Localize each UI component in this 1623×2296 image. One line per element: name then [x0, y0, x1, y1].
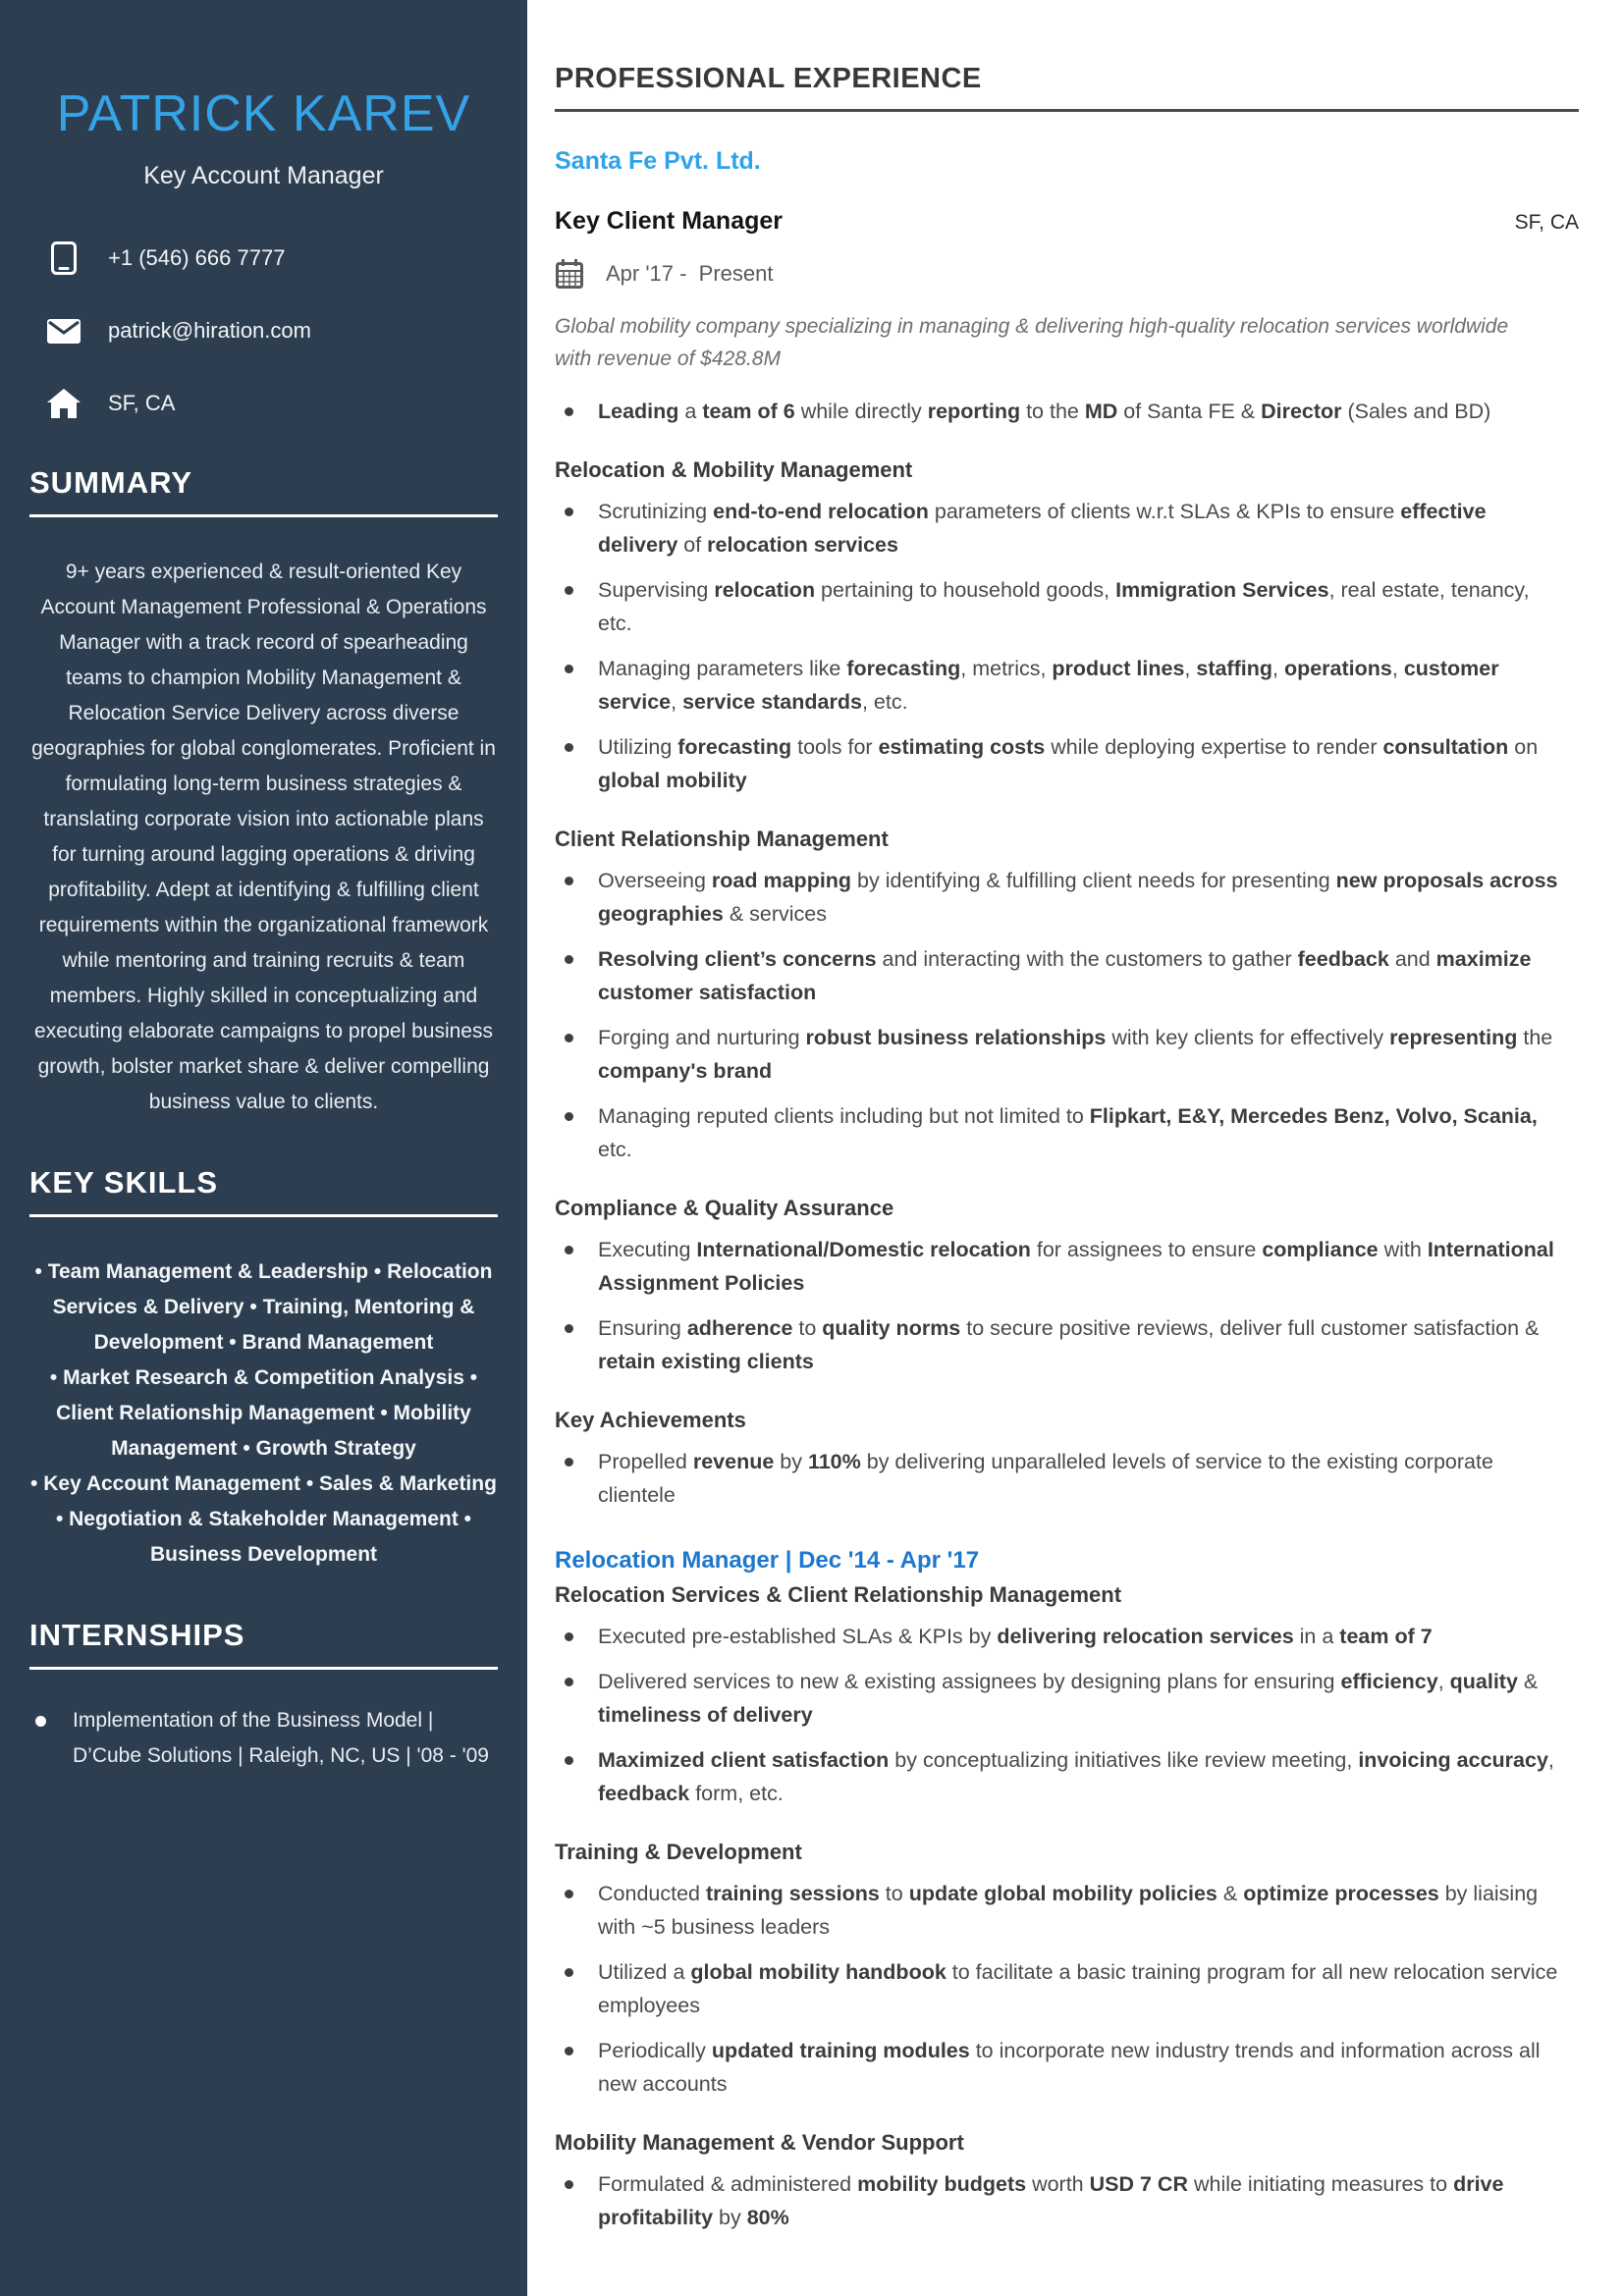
group-heading: Training & Development	[555, 1840, 802, 1864]
experience-bullet: Propelled revenue by 110% by delivering unparalleled levels of service to the existing corporate clientele	[555, 1445, 1566, 1512]
group-compliance-quality	[555, 1196, 1579, 1378]
phone-number: +1 (546) 666 7777	[108, 245, 286, 271]
experience-bullet: Forging and nurturing robust business relationships with key clients for effectively representing the company's brand	[555, 1021, 1566, 1088]
experience-bullet: Utilizing forecasting tools for estimating costs while deploying expertise to render consultation on global mobility	[555, 730, 1566, 797]
skills-group: • Team Management & Leadership • Relocation Services & Delivery • Training, Mentoring & Development • Brand Management	[34, 1260, 493, 1355]
experience-bullet: Executing International/Domestic relocation for assignees to ensure compliance with International Assignment Policies	[555, 1233, 1566, 1300]
calendar-icon	[555, 259, 584, 289]
internships-list	[29, 1703, 498, 1774]
summary-divider	[29, 514, 498, 517]
email-address: patrick@hiration.com	[108, 318, 311, 344]
group-key-achievements	[555, 1408, 1579, 1512]
experience-bullet: Utilized a global mobility handbook to facilitate a basic training program for all new relocation service employees	[555, 1955, 1566, 2022]
group-heading: Relocation Services & Client Relationship Management	[555, 1582, 1122, 1607]
company-name: Santa Fe Pvt. Ltd.	[555, 147, 761, 175]
experience-bullet: Delivered services to new & existing assignees by designing plans for ensuring efficiency, quality & timeliness of delivery	[555, 1665, 1566, 1732]
lead-bullet-list	[555, 395, 1579, 428]
internships-section	[29, 1618, 498, 1774]
email-icon	[47, 314, 81, 347]
key-skills-list	[29, 1255, 498, 1573]
group-bullet-list	[555, 1877, 1579, 2101]
group-relocation-mobility	[555, 457, 1579, 797]
experience-bullet: Formulated & administered mobility budgets worth USD 7 CR while initiating measures to drive profitability by 80%	[555, 2167, 1566, 2234]
internship-item: Implementation of the Business Model | D’Cube Solutions | Raleigh, NC, US | '08 - '09	[29, 1703, 498, 1774]
key-skills-section	[29, 1165, 498, 1573]
experience-bullet: Periodically updated training modules to incorporate new industry trends and information across all new accounts	[555, 2034, 1566, 2101]
contact-block	[29, 241, 498, 420]
summary-heading: SUMMARY	[29, 465, 193, 501]
skills-group: • Key Account Management • Sales & Marketing • Negotiation & Stakeholder Management • Business Development	[30, 1472, 497, 1567]
group-bullet-list	[555, 864, 1579, 1166]
experience-bullet: Maximized client satisfaction by conceptualizing initiatives like review meeting, invoicing accuracy, feedback form, etc.	[555, 1743, 1566, 1810]
employment-dates: Apr '17 - Present	[606, 261, 774, 286]
sidebar	[0, 0, 527, 2296]
group-heading: Client Relationship Management	[555, 827, 889, 851]
group-client-relationship	[555, 827, 1579, 1166]
group-heading: Relocation & Mobility Management	[555, 457, 913, 482]
summary-section	[29, 465, 498, 1120]
company-description: Global mobility company specializing in managing & delivering high-quality relocation services worldwide with revenue of $428.8M	[555, 315, 1509, 370]
experience-bullet: Scrutinizing end-to-end relocation parameters of clients w.r.t SLAs & KPIs to ensure effective delivery of relocation services	[555, 495, 1566, 561]
contact-email	[47, 314, 498, 347]
location-text: SF, CA	[108, 391, 176, 416]
summary-text: 9+ years experienced & result-oriented Key Account Management Professional & Operations Manager with a track record of spearheading teams to champion Mobility Management & Relocation Service Delivery across diverse geographies for global conglomerates. Proficient in formulating long-term business strategies & translating corporate vision into actionable plans for turning around lagging operations & driving profitability. Adept at identifying & fulfilling client requirements within the organizational framework while mentoring and training recruits & team members. Highly skilled in conceptualizing and executing elaborate campaigns to propel business growth, bolster market share & deliver compelling business value to clients.	[31, 561, 496, 1114]
experience-bullet: Managing parameters like forecasting, metrics, product lines, staffing, operations, customer service, service standards, etc.	[555, 652, 1566, 719]
group-training-development	[555, 1840, 1579, 2101]
group-bullet-list	[555, 1233, 1579, 1378]
group-bullet-list	[555, 495, 1579, 797]
person-name: PATRICK KAREV	[56, 85, 471, 142]
role-location: SF, CA	[1514, 211, 1579, 234]
group-mobility-vendor	[555, 2130, 1579, 2234]
group-bullet-list	[555, 2167, 1579, 2234]
home-icon	[47, 387, 81, 420]
key-skills-divider	[29, 1214, 498, 1217]
main-column	[527, 0, 1623, 2296]
experience-bullet: Executed pre-established SLAs & KPIs by delivering relocation services in a team of 7	[555, 1620, 1566, 1653]
key-skills-heading: KEY SKILLS	[29, 1165, 219, 1201]
role-title: Key Client Manager	[555, 207, 784, 235]
group-bullet-list	[555, 1445, 1579, 1512]
experience-bullet: Managing reputed clients including but not limited to Flipkart, E&Y, Mercedes Benz, Volvo, Scania, etc.	[555, 1099, 1566, 1166]
contact-phone	[47, 241, 498, 275]
experience-bullet: Conducted training sessions to update global mobility policies & optimize processes by liaising with ~5 business leaders	[555, 1877, 1566, 1944]
role-row	[555, 207, 1579, 236]
group-bullet-list	[555, 1620, 1579, 1810]
internships-divider	[29, 1667, 498, 1670]
experience-bullet: Supervising relocation pertaining to household goods, Immigration Services, real estate, tenancy, etc.	[555, 573, 1566, 640]
experience-bullet: Overseeing road mapping by identifying & fulfilling client needs for presenting new proposals across geographies & services	[555, 864, 1566, 931]
contact-location	[47, 387, 498, 420]
group-heading: Mobility Management & Vendor Support	[555, 2130, 964, 2155]
professional-experience-heading: PROFESSIONAL EXPERIENCE	[555, 63, 1579, 112]
previous-role-title: Relocation Manager | Dec '14 - Apr '17	[555, 1547, 980, 1574]
internships-heading: INTERNSHIPS	[29, 1618, 245, 1653]
person-job-title: Key Account Manager	[143, 162, 384, 190]
experience-bullet: Ensuring adherence to quality norms to secure positive reviews, deliver full customer satisfaction & retain existing clients	[555, 1311, 1566, 1378]
group-relocation-services	[555, 1582, 1579, 1810]
phone-icon	[47, 241, 81, 275]
experience-bullet: Leading a team of 6 while directly reporting to the MD of Santa FE & Director (Sales and BD)	[555, 395, 1566, 428]
experience-bullet: Resolving client’s concerns and interacting with the customers to gather feedback and maximize customer satisfaction	[555, 942, 1566, 1009]
date-row	[555, 259, 1579, 289]
group-heading: Key Achievements	[555, 1408, 746, 1432]
group-heading: Compliance & Quality Assurance	[555, 1196, 894, 1220]
skills-group: • Market Research & Competition Analysis • Client Relationship Management • Mobility Management • Growth Strategy	[49, 1366, 478, 1461]
